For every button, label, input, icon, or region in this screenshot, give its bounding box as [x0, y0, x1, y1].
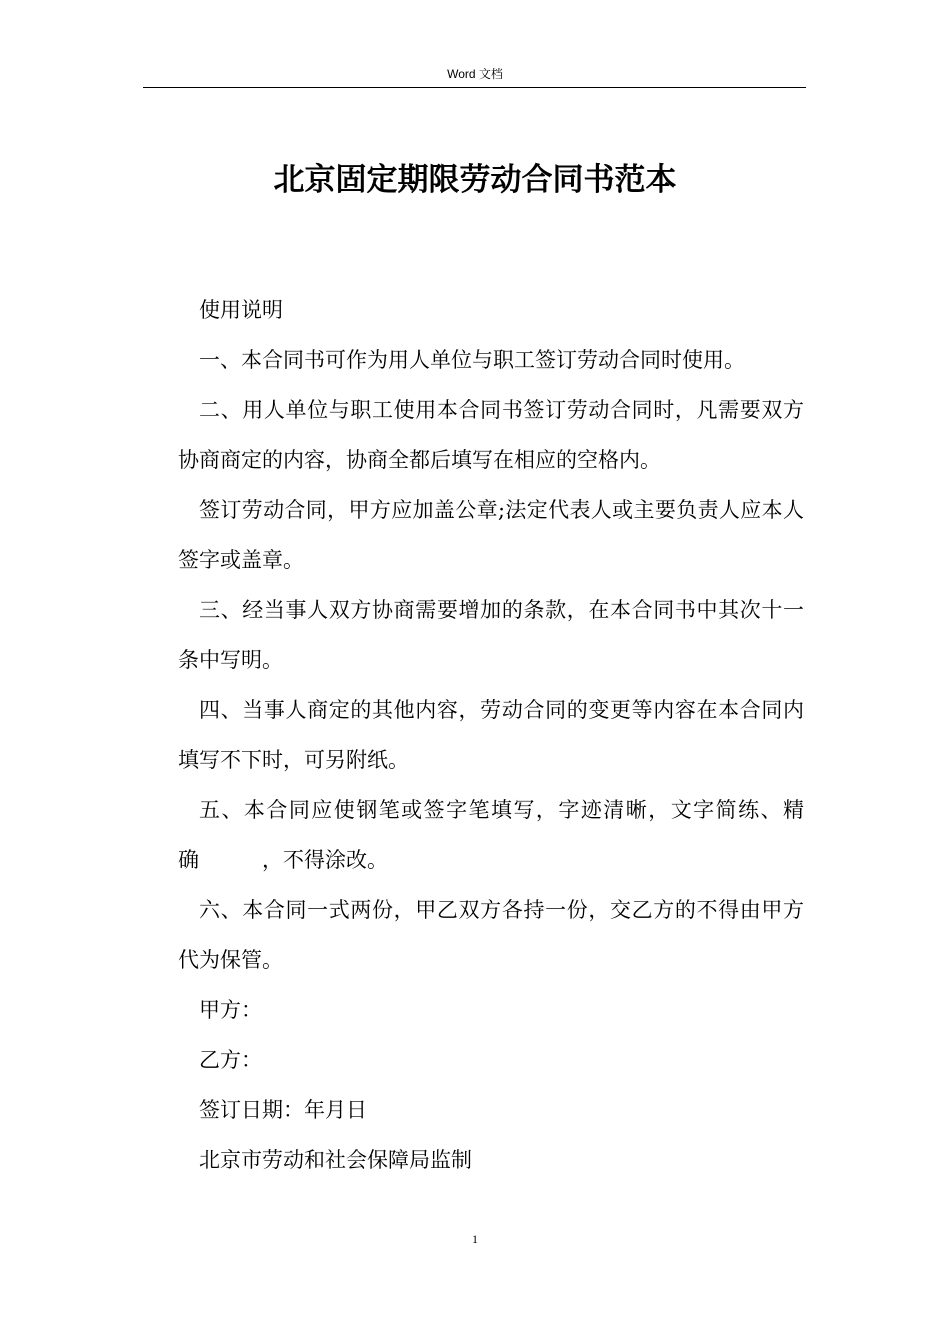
page-header: Word 文档 — [447, 67, 503, 81]
paragraph-usage-heading: 使用说明 — [199, 298, 283, 322]
paragraph-item-5: 五、本合同应使钢笔或签字笔填写，字迹清晰，文字简练、精确 ，不得涂改。 — [178, 798, 804, 872]
party-a-line: 甲方： — [199, 998, 262, 1022]
document-body — [178, 285, 804, 1185]
paragraph-item-3: 三、经当事人双方协商需要增加的条款，在本合同书中其次十一条中写明。 — [178, 598, 804, 672]
issuer-line: 北京市劳动和社会保障局监制 — [199, 1148, 472, 1172]
paragraph-item-1: 一、本合同书可作为用人单位与职工签订劳动合同时使用。 — [199, 348, 745, 372]
paragraph-item-4: 四、当事人商定的其他内容，劳动合同的变更等内容在本合同内填写不下时，可另附纸。 — [178, 698, 804, 772]
paragraph-item-6: 六、本合同一式两份，甲乙双方各持一份，交乙方的不得由甲方代为保管。 — [178, 898, 804, 972]
header-rule — [143, 87, 806, 88]
paragraph-item-2: 二、用人单位与职工使用本合同书签订劳动合同时，凡需要双方协商商定的内容，协商全都后填写在相应的空格内。 — [178, 398, 804, 472]
page-number: 1 — [472, 1232, 478, 1246]
signing-date-line: 签订日期：年月日 — [199, 1098, 367, 1122]
paragraph-seal-signature: 签订劳动合同，甲方应加盖公章;法定代表人或主要负责人应本人签字或盖章。 — [178, 498, 804, 572]
document-title: 北京固定期限劳动合同书范本 — [273, 162, 677, 198]
party-b-line: 乙方： — [199, 1048, 262, 1072]
